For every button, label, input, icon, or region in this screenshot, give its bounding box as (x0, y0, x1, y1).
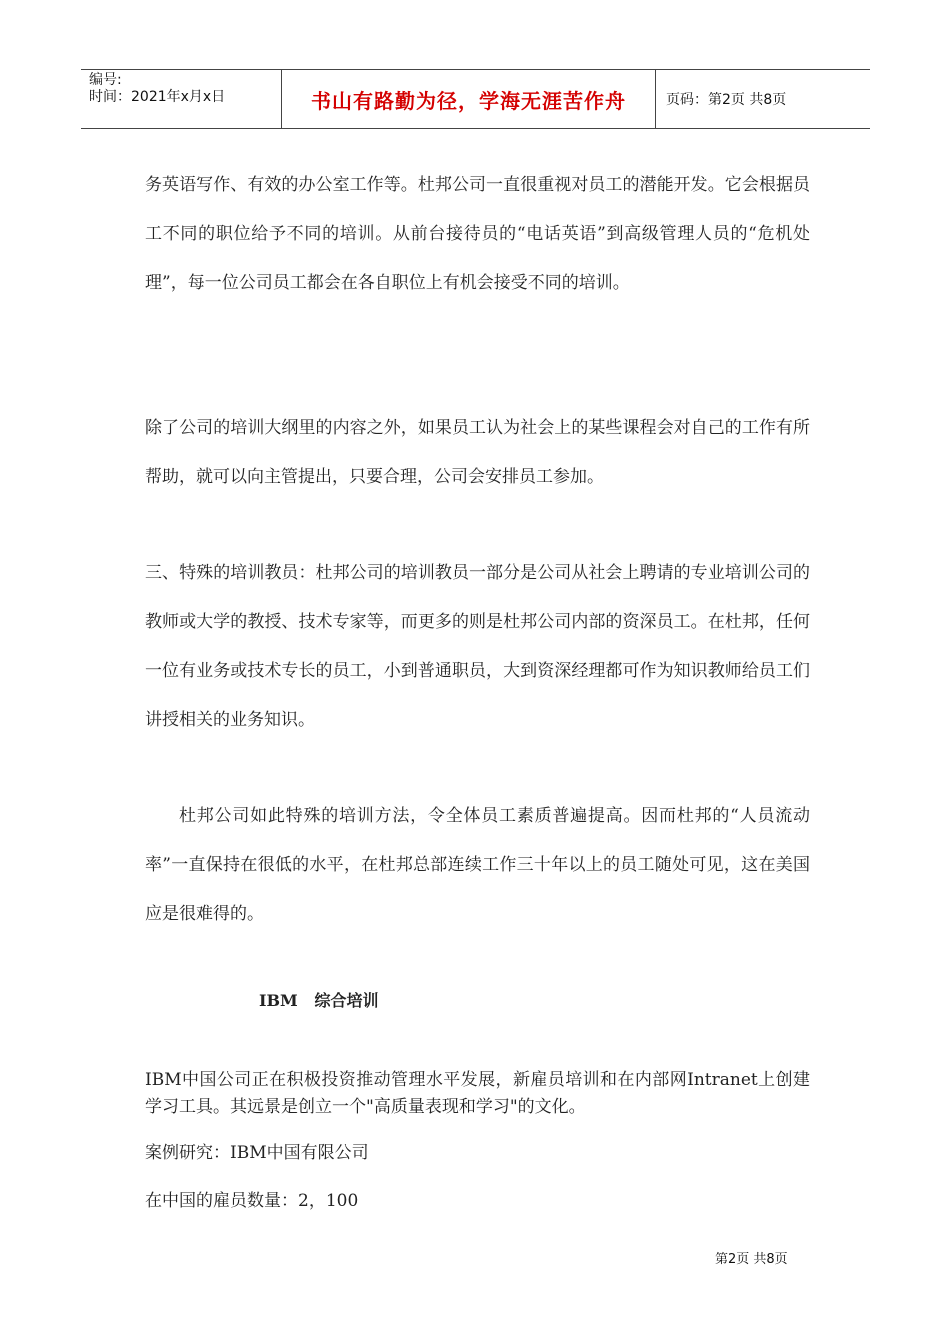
case-study-line: 案例研究：IBM中国有限公司 (145, 1143, 369, 1163)
section-title-text: 综合培训 (314, 991, 379, 1010)
header-motto: 书山有路勤为径，学海无涯苦作舟 (282, 70, 656, 128)
paragraph-external-courses: 除了公司的培训大纲里的内容之外，如果员工认为社会上的某些课程会对自己的工作有所帮助，就可以向主管提出，只要合理，公司会安排员工参加。 (145, 418, 810, 487)
document-date-label: 时间：2021年x月x日 (89, 89, 226, 105)
section-title (259, 988, 378, 1011)
document-number-label: 编号: (89, 72, 122, 88)
section-title-ibm: IBM (259, 991, 298, 1010)
paragraph-conclusion: 杜邦公司如此特殊的培训方法，令全体员工素质普遍提高。因而杜邦的“人员流动率”一直保持在很低的水平，在杜邦总部连续工作三十年以上的员工随处可见，这在美国应是很难得的。 (145, 806, 810, 924)
employee-count-line: 在中国的雇员数量：2，100 (145, 1191, 359, 1211)
page-header (81, 69, 870, 129)
paragraph-ibm-intro: IBM中国公司正在积极投资推动管理水平发展，新雇员培训和在内部网Intranet上创建学习工具。其远景是创立一个"高质量表现和学习"的文化。 (145, 1070, 810, 1117)
header-page-number: 页码：第2页 共8页 (666, 92, 787, 108)
paragraph-special-trainers: 三、特殊的培训教员：杜邦公司的培训教员一部分是公司从社会上聘请的专业培训公司的教师或大学的教授、技术专家等，而更多的则是杜邦公司内部的资深员工。在杜邦，任何一位有业务或技术专长的员工，小到普通职员，大到资深经理都可作为知识教师给员工们讲授相关的业务知识。 (145, 563, 810, 730)
paragraph-training-types: 务英语写作、有效的办公室工作等。杜邦公司一直很重视对员工的潜能开发。它会根据员工不同的职位给予不同的培训。从前台接待员的“电话英语”到高级管理人员的“危机处理”，每一位公司员工都会在各自职位上有机会接受不同的培训。 (145, 175, 810, 293)
page-footer: 第2页 共8页 (715, 1252, 788, 1267)
header-meta (81, 70, 282, 128)
